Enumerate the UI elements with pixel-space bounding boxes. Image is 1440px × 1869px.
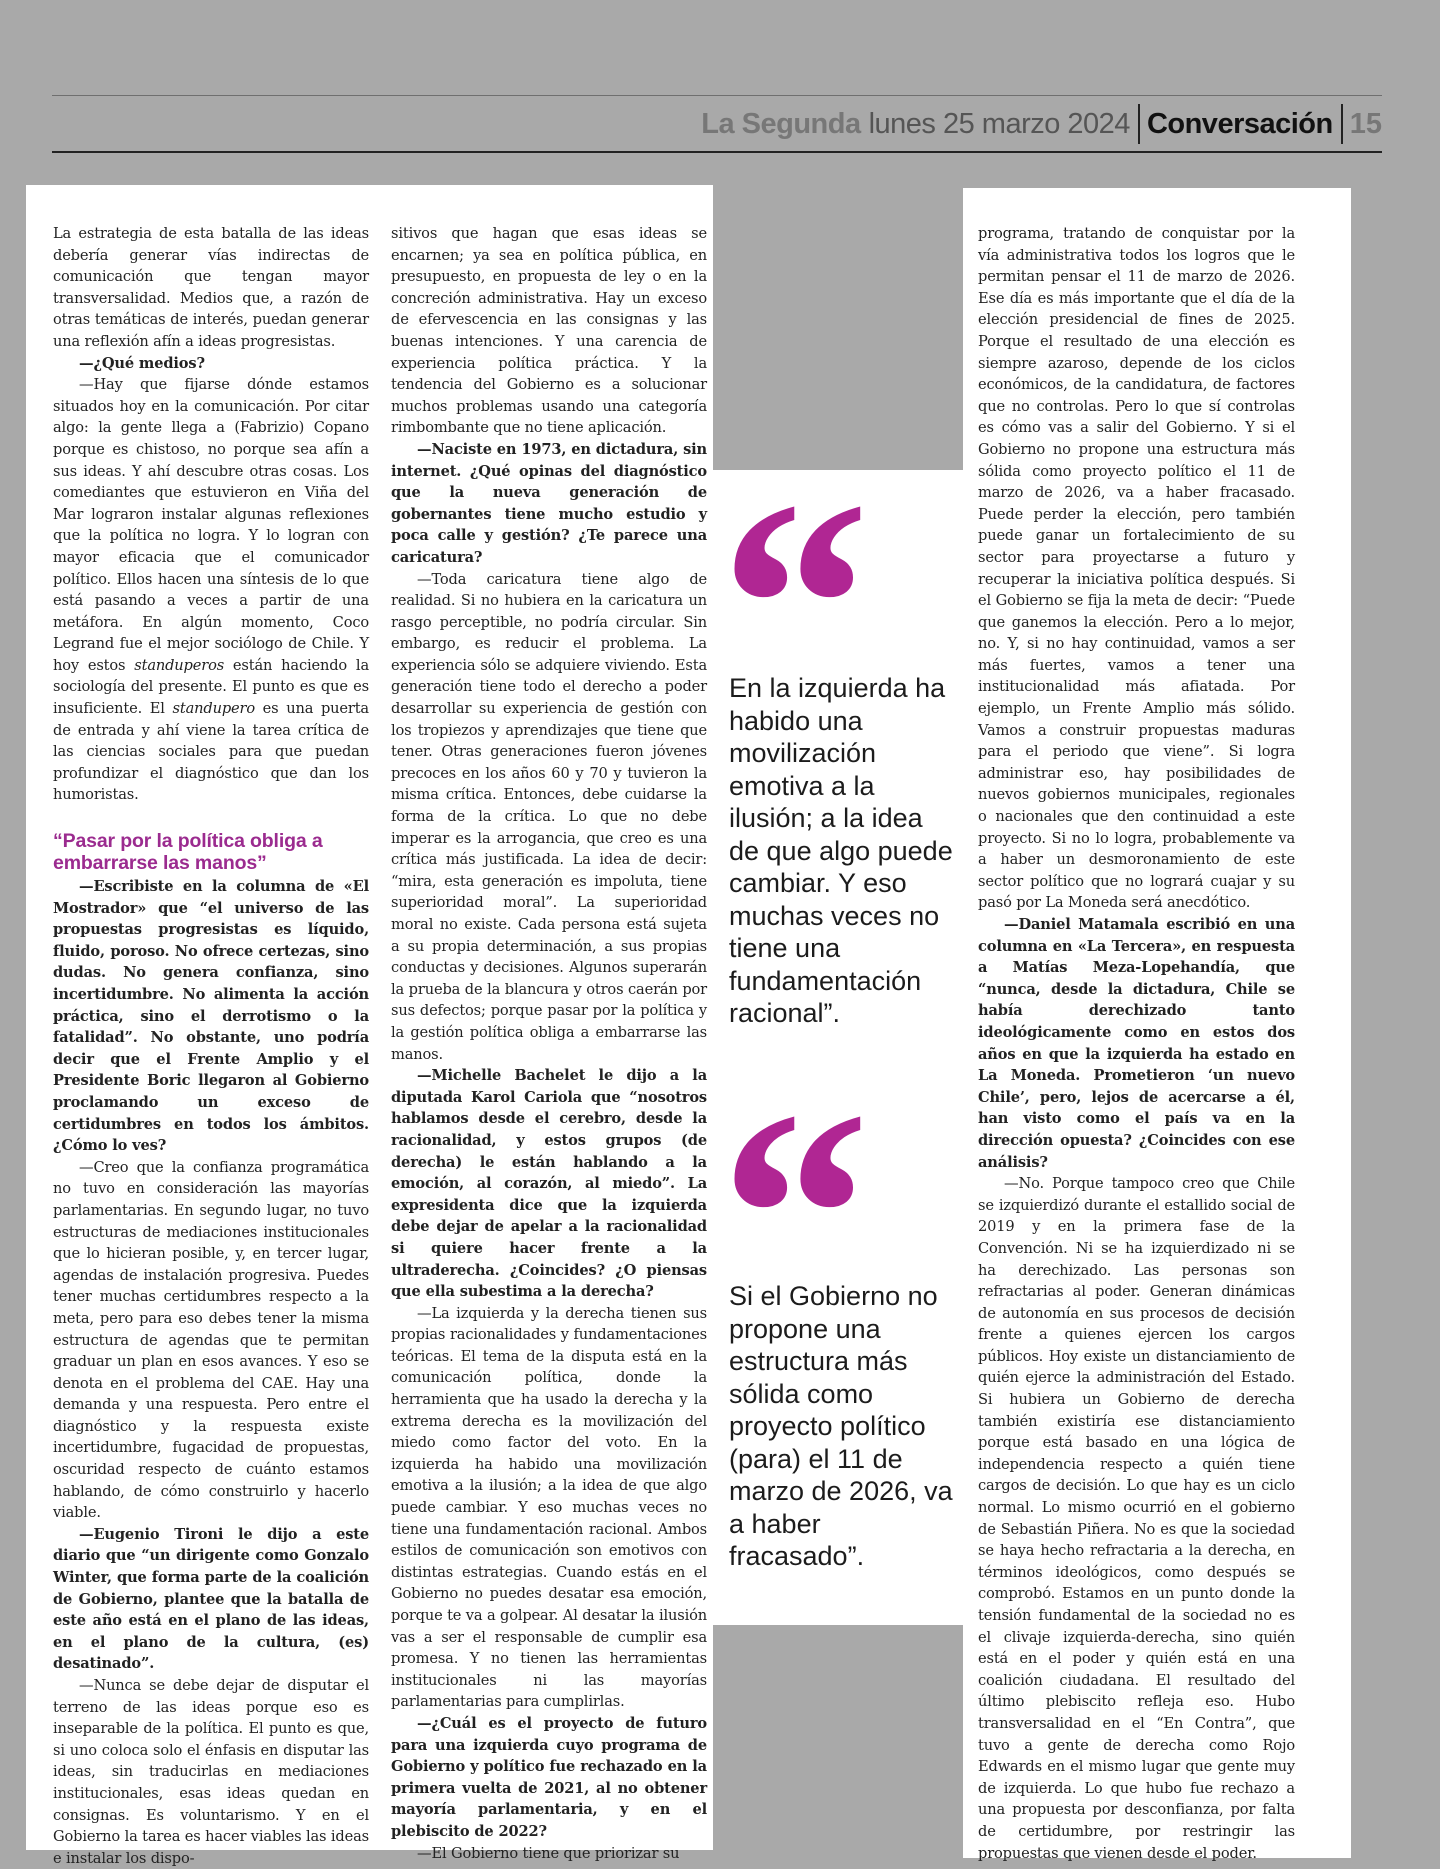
page-number: 15 [1349, 107, 1382, 140]
article-column-2 [391, 223, 707, 1864]
header-bottom-rule [52, 151, 1382, 153]
interview-question: —¿Qué medios? [79, 354, 205, 372]
quote-mark-icon [720, 505, 870, 645]
section-name: Conversación [1146, 107, 1333, 140]
article-column-3 [978, 223, 1295, 1864]
interview-question: —Daniel Matamala escribió en una columna en «La Tercera», en respuesta a Matías Meza-Lopehandía, que “nunca, desde la dictadura, Chile se había derechizado tanto ideológicamente como en estos dos años en que la izquierda ha estado en La Moneda. Prometieron ‘un nuevo Chile’, pero, lejos de acercarse a él, han visto como el país va en la dirección opuesta? ¿Coincides con ese análisis? [978, 916, 1295, 1171]
header-separator [1341, 104, 1343, 144]
newspaper-name: La Segunda [701, 107, 861, 140]
paragraph: —No. Porque tampoco creo que Chile se izquierdizó durante el estallido social de 2019 y en la primera fase de la Convención. Ni se ha izquierdizado ni se ha derechizado. Las personas son refractarias al poder. Generan dinámicas de autonomía en sus procesos de decisión frente a quienes ejercen los cargos públicos. Hoy existe un distanciamiento de quién ejerce la administración del Estado. Si hubiera un Gobierno de derecha también existiría ese distanciamiento porque está basado en una lógica de independencia respecto a quién tiene cargos de decisión. Lo que hay es un ciclo normal. Lo mismo ocurrió en el gobierno de Sebastián Piñera. No es que la sociedad se haya hecho refractaria a la derecha, en términos ideológicos, como después se comprobó. Estamos en un punto donde la tensión fundamental de la sociedad no es el clivaje izquierda-derecha, sino quién está en el poder y quién está en una coalición ciudadana. El resultado del último plebiscito refleja eso. Hubo transversalidad en el “En Contra”, que tuvo a gente de derecha como Rojo Edwards en el mismo lugar que gente muy de izquierda. Lo que hubo fue rechazo a una propuesta por desconfianza, por falta de certidumbre, por restringir las propuestas que vienen desde el poder. [978, 1175, 1295, 1862]
interview-question: —Michelle Bachelet le dijo a la diputada Karol Cariola que “nosotros hablamos desde el cerebro, desde la racionalidad, y estos grupos (de derecha) le están hablando a la emoción, al corazón, al miedo”. La expresidenta dice que la izquierda debe dejar de apelar a la racionalidad si quiere hacer frente a la ultraderecha. ¿Coincides? ¿O piensas que ella subestima a la derecha? [391, 1067, 707, 1301]
quote-mark-icon [720, 1115, 870, 1255]
issue-date: lunes 25 marzo 2024 [868, 107, 1130, 140]
paragraph: —Creo que la confianza programática no tuvo en consideración las mayorías parlamentarias. En segundo lugar, no tuvo estructuras de mediaciones institucionales que lo hicieran posible, y, en tercer lugar, agendas de instalación progresiva. Puedes tener muchas certidumbres respecto a la meta, pero para eso debes tener la misma estructura de agendas que te permitan graduar un plan en esos avances. Y eso se denota en el problema del CAE. Hay una demanda y una respuesta. Pero entre el diagnóstico y la respuesta existe incertidumbre, fugacidad de propuestas, oscuridad respecto de cuánto estamos hablando, de cómo construirlo y hacerlo viable. [53, 1158, 369, 1522]
header-separator [1138, 104, 1140, 144]
interview-question: —Naciste en 1973, en dictadura, sin internet. ¿Qué opinas del diagnóstico que la nueva generación de gobernantes tiene mucho estudio y poca calle y gestión? ¿Te parece una caricatura? [391, 440, 707, 566]
paragraph: —Nunca se debe dejar de disputar el terreno de las ideas porque eso es inseparable de la política. El punto es que, si uno coloca solo el énfasis en disputar las ideas, sin traducirlas en mediaciones institucionales, esas ideas quedan en consignas. Es voluntarismo. Y en el Gobierno la tarea es hacer viables las ideas e instalar los dispo- [53, 1677, 369, 1867]
subheading: “Pasar por la política obliga a embarrarse las manos” [53, 830, 323, 875]
paragraph: —Toda caricatura tiene algo de realidad. Si no hubiera en la caricatura un rasgo perceptible, no podría circular. Sin embargo, es reducir el problema. La experiencia sólo se adquiere viviendo. Esta generación tiene todo el derecho a poder desarrollar su experiencia de gestión con los tropiezos y aprendizajes que tiene que tener. Otras generaciones fueron jóvenes precoces en los años 60 y 70 y tuvieron la misma crítica. Entonces, debe cuidarse la forma de la crítica. Lo que no debe imperar es la arrogancia, que creo es una crítica más justificada. La idea de decir: “mira, esta generación es impoluta, tiene superioridad moral”. La superioridad moral no existe. Cada persona está sujeta a su propia determinación, a sus propias conductas y decisiones. Algunos superarán la prueba de la blancura y otros caerán por sus defectos; porque pasar por la política y la gestión política obliga a embarrarse las manos. [391, 570, 707, 1063]
paragraph: La estrategia de esta batalla de las ideas debería generar vías indirectas de comunicación que tengan mayor transversalidad. Medios que, a razón de otras temáticas de interés, puedan generar una reflexión afín a ideas progresistas. [53, 225, 369, 350]
header-top-rule [52, 95, 1382, 96]
interview-question: —Eugenio Tironi le dijo a este diario que “un dirigente como Gonzalo Winter, que forma parte de la coalición de Gobierno, plantee que la batalla de este año está en el plano de las ideas, en el plano de la cultura, (es) desatinado”. [53, 1525, 369, 1673]
paragraph: programa, tratando de conquistar por la vía administrativa todos los logros que le permitan pensar el 11 de marzo de 2026. Ese día es más importante que el día de la elección presidencial de fines de 2025. Porque el resultado de una elección es siempre azaroso, depende de los ciclos económicos, de la candidatura, de factores que no controlas. Pero lo que sí controlas es cómo vas a salir del Gobierno. Y si el Gobierno no propone una estructura más sólida como proyecto político el 11 de marzo de 2026, va a haber fracasado. Puede perder la elección, pero también puede ganar un fortalecimiento de su sector para proyectarse a futuro y recuperar la iniciativa política después. Si el Gobierno se fija la meta de decir: “Puede que ganemos la elección. Pero a lo mejor, no. Y, si no hay continuidad, vamos a ser más fuertes, vamos a tener una institucionalidad más afiatada. Por ejemplo, un Frente Amplio más sólido. Vamos a construir propuestas maduras para el periodo que viene”. Si logra administrar eso, hay posibilidades de nuevos gobiernos municipales, regionales o nacionales que den continuidad a este proyecto. Si no lo logra, probablemente va a haber un desmoronamiento de este sector político que no logrará cuajar y su pasó por La Moneda será anecdótico. [978, 225, 1295, 912]
paragraph: —Hay que fijarse dónde estamos situados hoy en la comunicación. Por citar algo: la gente llega a (Fabrizio) Copano porque es chistoso, no porque sea afín a sus ideas. Y ahí descubre otras cosas. Los comediantes que estuvieron en Viña del Mar lograron instalar algunas reflexiones que la política no logra. Y lo logran con mayor eficacia que el comunicador político. Ellos hacen una síntesis de lo que está pasando a veces a partir de una metáfora. En algún momento, Coco Legrand fue el mejor sociólogo de Chile. Y hoy estos standuperos están haciendo la sociología del presente. El punto es que es insuficiente. El standupero es una puerta de entrada y ahí viene la tarea crítica de las ciencias sociales para que puedan profundizar el diagnóstico que dan los humoristas. [53, 376, 369, 804]
article-column-1 [53, 223, 369, 1869]
pull-quote-1: En la izquierda ha habido una movilización emotiva a la ilusión; a la idea de que algo puede cambiar. Y eso muchas veces no tiene una fundamentación racional”. [729, 673, 953, 1028]
page-header [52, 100, 1382, 148]
pull-quote-2: Si el Gobierno no propone una estructura más sólida como proyecto político (para) el 11 de marzo de 2026, va a haber fracasado”. [729, 1281, 953, 1571]
paragraph: —El Gobierno tiene que priorizar su [417, 1844, 680, 1862]
interview-question: —¿Cuál es el proyecto de futuro para una izquierda cuyo programa de Gobierno y político fue rechazado en la primera vuelta de 2021, al no obtener mayoría parlamentaria, y en el plebiscito de 2022? [391, 1714, 707, 1840]
interview-question: —Escribiste en la columna de «El Mostrador» que “el universo de las propuestas progresistas es líquido, fluido, poroso. No ofrece certezas, sino dudas. No genera confianza, sino incertidumbre. No alimenta la acción práctica, sino el derrotismo o la fatalidad”. No obstante, uno podría decir que el Frente Amplio y el Presidente Boric llegaron al Gobierno proclamando un exceso de certidumbres en todos los ámbitos. ¿Cómo lo ves? [53, 878, 369, 1155]
paragraph: —La izquierda y la derecha tienen sus propias racionalidades y fundamentaciones teóricas. El tema de la disputa está en la comunicación política, donde la herramienta que ha usado la derecha y la extrema derecha es la movilización del miedo como factor del voto. En la izquierda ha habido una movilización emotiva a la ilusión; a la idea de que algo puede cambiar. Y eso muchas veces no tiene una fundamentación racional. Ambos estilos de comunicación son emotivos con distintas estrategias. Cuando estás en el Gobierno no puedes desatar esa emoción, porque te va a golpear. Al desatar la ilusión vas a ser el responsable de cumplir esa promesa. Y no tienen las herramientas institucionales ni las mayorías parlamentarias para cumplirlas. [391, 1304, 707, 1711]
paragraph: sitivos que hagan que esas ideas se encarnen; ya sea en política pública, en presupuesto, en propuesta de ley o en la concreción administrativa. Hay un exceso de efervescencia en las consignas y las buenas intenciones. Y una carencia de experiencia política práctica. Y la tendencia del Gobierno es a solucionar muchos problemas usando una categoría rimbombante que no tiene aplicación. [391, 225, 707, 437]
